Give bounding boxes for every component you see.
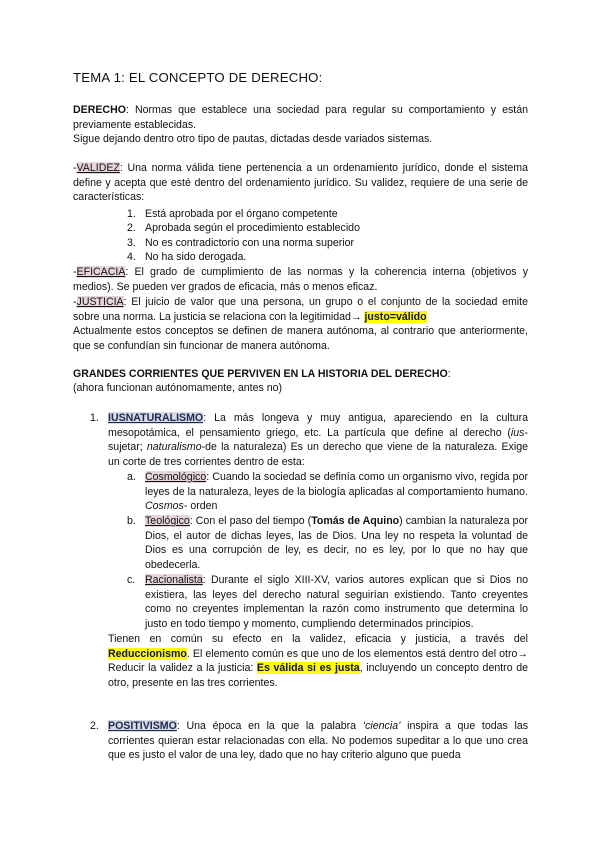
racionalista-term: Racionalista [145, 574, 203, 586]
positivismo-term: POSITIVISMO [108, 720, 177, 732]
actual-paragraph: Actualmente estos conceptos se definen de manera autónoma, al contrario que anteriormente, que se confundían sin funcionar de manera autónoma. [73, 325, 528, 352]
iusnaturalismo-term: IUSNATURALISMO [108, 412, 204, 424]
reduccionismo-highlight: Es válida si es justa [256, 662, 360, 675]
racionalista-item: Racionalista: Durante el siglo XIII-XV, varios autores explican que si Dios no existiera, las leyes del derecho natural seguirían existiendo. Tanto creyentes como no creyentes implementan la razón como instrumento que determina lo justo en todo tiempo y momento, cumpliendo determinados principios. [145, 574, 528, 630]
reduccionismo-paragraph: Tienen en común su efecto en la validez, eficacia y justicia, a través del Reduccionismo. El elemento común es que uno de los elementos está dentro del otro→ Reducir la validez a la justicia: Es válida si es justa, incluyendo un concepto dentro de otro, presente en las tres corrientes. [108, 633, 528, 689]
teologico-item: Teológico: Con el paso del tiempo (Tomás de Aquino) cambian la naturaleza por Dios, el autor de dichas leyes, las de Dios. Una ley no respeta la voluntad de Dios es una corrupción de ley, es decir, no es ley, por lo que no hay que obedecerla. [145, 515, 528, 571]
list-item: Aprobada según el procedimiento establecido [145, 222, 360, 234]
cosmologico-item: Cosmológico: Cuando la sociedad se definía como un organismo vivo, regida por leyes de la naturaleza, leyes de la biología aplicadas al comportamiento humano. Cosmos- orden [145, 471, 528, 513]
validez-definition: -VALIDEZ: Una norma válida tiene pertenencia a un ordenamiento jurídico, donde el sistema define y acepta que esté dentro del ordenamiento jurídico. Su validez, requiere de una serie de características: [73, 162, 528, 204]
iusnaturalismo-number: 1. [90, 412, 99, 424]
eficacia-term: EFICACIA [76, 266, 126, 278]
positivismo-paragraph: POSITIVISMO: Una época en la que la palabra ‘ciencia’ inspira a que todas las corrientes quieran estar relacionadas con ella. No podemos supeditar a lo que uno crea que es justo el valor de una ley, dado que no hay criterio alguno que pueda [108, 720, 529, 762]
derecho-line2: Sigue dejando dentro otro tipo de pautas, dictadas desde variados sistemas. [73, 133, 433, 145]
document-page: TEMA 1: EL CONCEPTO DE DERECHO: DERECHO: Normas que establece una sociedad para regular su comportamiento y están previamente establecidas. Sigue dejando dentro otro tipo de pautas, dictadas desde variados sistemas. -VALIDEZ: Una norma válida tiene pertenencia a un ordenamiento jurídico, donde el sistema define y acepta que esté dentro del ordenamiento jurídico. Su validez, requiere de una serie de características: 1. Está aprobada por el órgano competente 2. Aprobada según el procedimiento establecido 3. No es contradictorio con una norma superior 4. No ha sido derogada. -EFICACIA: El grado de cumplimiento de las normas y la coherencia interna (objetivos y medios). Se pueden ver grados de eficacia, más o menos eficaz. -JUSTICIA: El juicio de valor que una persona, un grupo o el conjunto de la sociedad emite sobre una norma. La justicia se relaciona con la legitimidad→ justo=válido Actualmente estos conceptos se definen de manera autónoma, al contrario que anteriormente, que se confundían sin funcionar de manera autónoma. GRANDES CORRIENTES QUE PERVIVEN EN LA HISTORIA DEL DERECHO: (ahora funcionan autónomamente, antes no) 1. IUSNATURALISMO: La más longeva y muy antigua, apareciendo en la cultura mesopotámica, el pensamiento griego, etc. La partícula que define al derecho (ius-sujetar; naturalismo-de la naturaleza) Es un derecho que viene de la naturaleza. Exige un corte de tres corrientes dentro de esta: a. Cosmológico: Cuando la sociedad se definía como un organismo vivo, regida por leyes de la naturaleza, leyes de la biología aplicadas al comportamiento humano. Cosmos- orden b. Teológico: Con el paso del tiempo (Tomás de Aquino) cambian la naturaleza por Dios, el autor de dichas leyes, las de Dios. Una ley no respeta la voluntad de Dios es una corrupción de ley, es decir, no es ley, por lo que no hay que obedecerla. c. Racionalista: Durante el siglo XIII-XV, varios autores explican que si Dios no existiera, las leyes del derecho natural seguirían existiendo. Tanto creyentes como no creyentes implementan la razón como instrumento que determina lo justo en todo tiempo y momento, cumpliendo determinados principios. Tienen en común su efecto en la validez, eficacia y justicia, a través del Reduccionismo. El elemento común es que uno de los elementos está dentro del otro→ Reducir la validez a la justicia: Es válida si es justa, incluyendo un concepto dentro de otro, presente en las tres corrientes. 2. POSITIVISMO: Una época en la que la palabra ‘ciencia’ inspira a que todas las corrientes quieran estar relacionadas con ella. No podemos supeditar a lo que uno crea que es justo el valor de una ley, dado que no hay criterio alguno que pueda [73, 70, 529, 762]
reduccionismo-term: Reduccionismo [108, 647, 187, 660]
list-item: No ha sido derogada. [145, 251, 247, 263]
corrientes-heading: GRANDES CORRIENTES QUE PERVIVEN EN LA HISTORIA DEL DERECHO: [73, 368, 451, 380]
eficacia-definition: -EFICACIA: El grado de cumplimiento de las normas y la coherencia interna (objetivos y medios). Se pueden ver grados de eficacia, más o menos eficaz. [73, 266, 528, 293]
page-title: TEMA 1: EL CONCEPTO DE DERECHO: [73, 70, 323, 85]
derecho-term: DERECHO [73, 104, 126, 116]
positivismo-number: 2. [90, 720, 99, 732]
validez-term: VALIDEZ [76, 162, 120, 174]
derecho-definition [73, 103, 528, 132]
justicia-term: JUSTICIA [76, 296, 124, 308]
validez-text: : Una norma válida tiene pertenencia a un ordenamiento jurídico, donde el sistema define y acepta que esté dentro del ordenamiento jurídico. Su validez, requiere de una serie de características: [73, 162, 528, 204]
justicia-highlight: justo=válido [364, 310, 427, 323]
iusnaturalismo-paragraph: IUSNATURALISMO: La más longeva y muy antigua, apareciendo en la cultura mesopotámica, el pensamiento griego, etc. La partícula que define al derecho (ius-sujetar; naturalismo-de la naturaleza) Es un derecho que viene de la naturaleza. Exige un corte de tres corrientes dentro de esta: [108, 412, 528, 468]
justicia-text: : El juicio de valor que una persona, un grupo o el conjunto de la sociedad emite sobre una norma. La justicia se relaciona con la legitimidad→ [73, 296, 528, 323]
list-item: No es contradictorio con una norma superior [145, 237, 355, 249]
corrientes-subtitle: (ahora funcionan autónomamente, antes no) [73, 382, 283, 394]
derecho-text: : Normas que establece una sociedad para regular su comportamiento y están previamente establecidas. [73, 104, 528, 131]
list-item: Está aprobada por el órgano competente [145, 208, 338, 220]
teologico-term: Teológico [145, 515, 190, 527]
cosmologico-term: Cosmológico [145, 471, 207, 483]
eficacia-text: : El grado de cumplimiento de las normas y la coherencia interna (objetivos y medios). Se pueden ver grados de eficacia, más o menos eficaz. [73, 266, 528, 293]
justicia-definition: -JUSTICIA: El juicio de valor que una persona, un grupo o el conjunto de la sociedad emite sobre una norma. La justicia se relaciona con la legitimidad→ justo=válido [73, 296, 528, 323]
